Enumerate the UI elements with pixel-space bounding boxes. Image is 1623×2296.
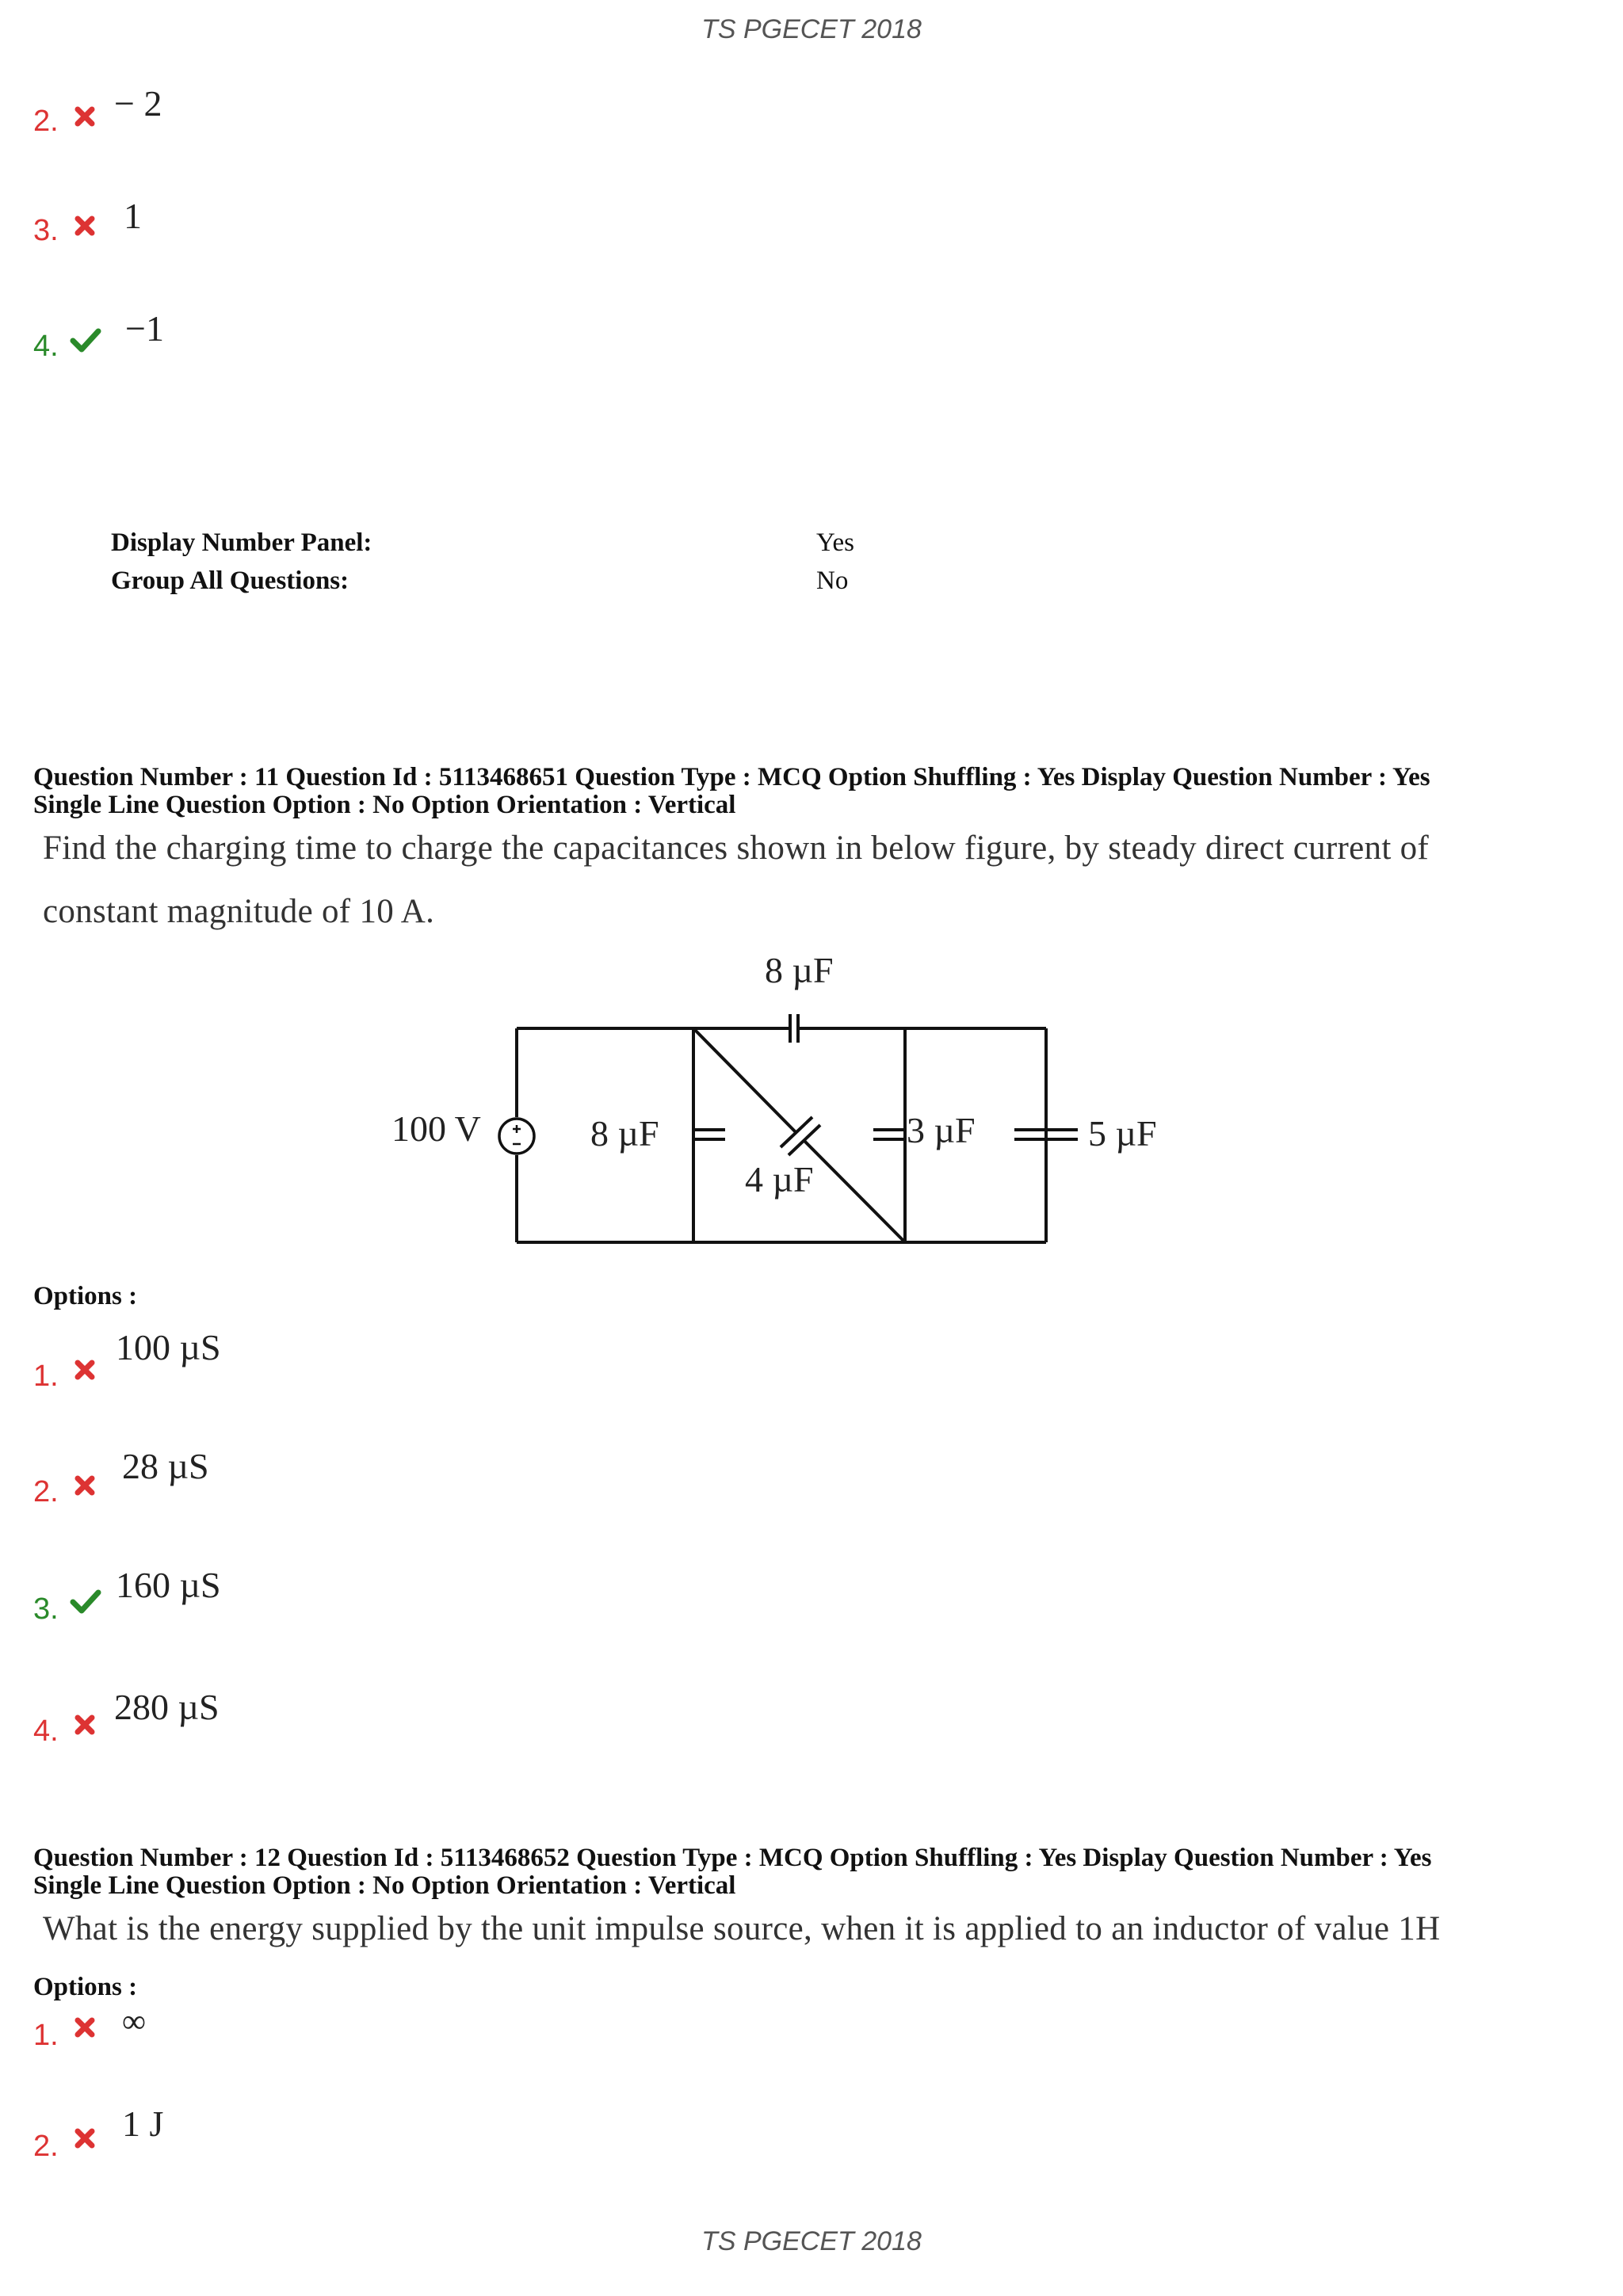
- question-meta: Question Number : 12 Question Id : 5113468652 Question Type : MCQ Option Shuffling : Yes Display Question Number : Yes: [33, 1844, 1432, 1872]
- capacitor-top: [790, 1014, 798, 1043]
- options-label: Options :: [33, 1973, 138, 2001]
- cross-icon: [73, 2016, 97, 2039]
- option-number: 4.: [33, 1714, 59, 1748]
- option-number: 3.: [33, 1592, 59, 1626]
- option-value: 160 µS: [116, 1565, 221, 1605]
- page-footer: TS PGECET 2018: [701, 2226, 922, 2256]
- option-value: 1: [124, 196, 142, 236]
- label-c-mid: 3 µF: [907, 1110, 976, 1150]
- group-all-questions-label: Group All Questions:: [111, 566, 349, 595]
- question-text: Find the charging time to charge the capacitances shown in below figure, by steady direct current of: [43, 830, 1430, 867]
- option-number: 1.: [33, 2019, 59, 2052]
- question-text: What is the energy supplied by the unit impulse source, when it is applied to an inductor of value 1H: [43, 1910, 1441, 1947]
- question-text: constant magnitude of 10 A.: [43, 893, 435, 930]
- option-value: − 2: [114, 83, 162, 124]
- label-c-left: 8 µF: [590, 1113, 659, 1154]
- check-icon: [70, 326, 101, 355]
- question-meta: Single Line Question Option : No Option Orientation : Vertical: [33, 791, 736, 819]
- option-number: 3.: [33, 214, 59, 247]
- label-source: 100 V: [391, 1108, 481, 1149]
- option-value: 100 µS: [116, 1327, 221, 1367]
- capacitor-mid: [873, 1130, 905, 1139]
- option-value: −1: [125, 308, 164, 349]
- option-value: 28 µS: [122, 1446, 209, 1486]
- option-number: 2.: [33, 105, 59, 138]
- circuit-diagram: [372, 943, 1189, 1260]
- label-c-right: 5 µF: [1088, 1113, 1157, 1154]
- cross-icon: [73, 1474, 97, 1497]
- option-value: ∞: [122, 2004, 146, 2040]
- option-number: 2.: [33, 2130, 59, 2163]
- question-meta: Question Number : 11 Question Id : 5113468651 Question Type : MCQ Option Shuffling : Yes Display Question Number : Yes: [33, 763, 1430, 791]
- capacitor-left: [693, 1130, 725, 1139]
- option-value: 280 µS: [114, 1687, 220, 1727]
- label-c-top: 8 µF: [765, 950, 834, 990]
- cross-icon: [73, 1358, 97, 1382]
- check-icon: [70, 1588, 101, 1616]
- group-all-questions-value: No: [816, 566, 849, 595]
- option-number: 2.: [33, 1475, 59, 1508]
- options-label: Options :: [33, 1282, 138, 1310]
- cross-icon: [73, 1713, 97, 1737]
- option-number: 4.: [33, 330, 59, 363]
- display-number-panel-label: Display Number Panel:: [111, 528, 372, 557]
- display-number-panel-value: Yes: [816, 528, 855, 557]
- page-header: TS PGECET 2018: [701, 14, 922, 44]
- cross-icon: [73, 105, 97, 128]
- voltage-source: [499, 1119, 534, 1154]
- option-number: 1.: [33, 1360, 59, 1393]
- option-value: 1 J: [122, 2103, 164, 2144]
- question-meta: Single Line Question Option : No Option Orientation : Vertical: [33, 1871, 736, 1900]
- cross-icon: [73, 214, 97, 238]
- cross-icon: [73, 2126, 97, 2150]
- label-c-diag: 4 µF: [745, 1159, 814, 1199]
